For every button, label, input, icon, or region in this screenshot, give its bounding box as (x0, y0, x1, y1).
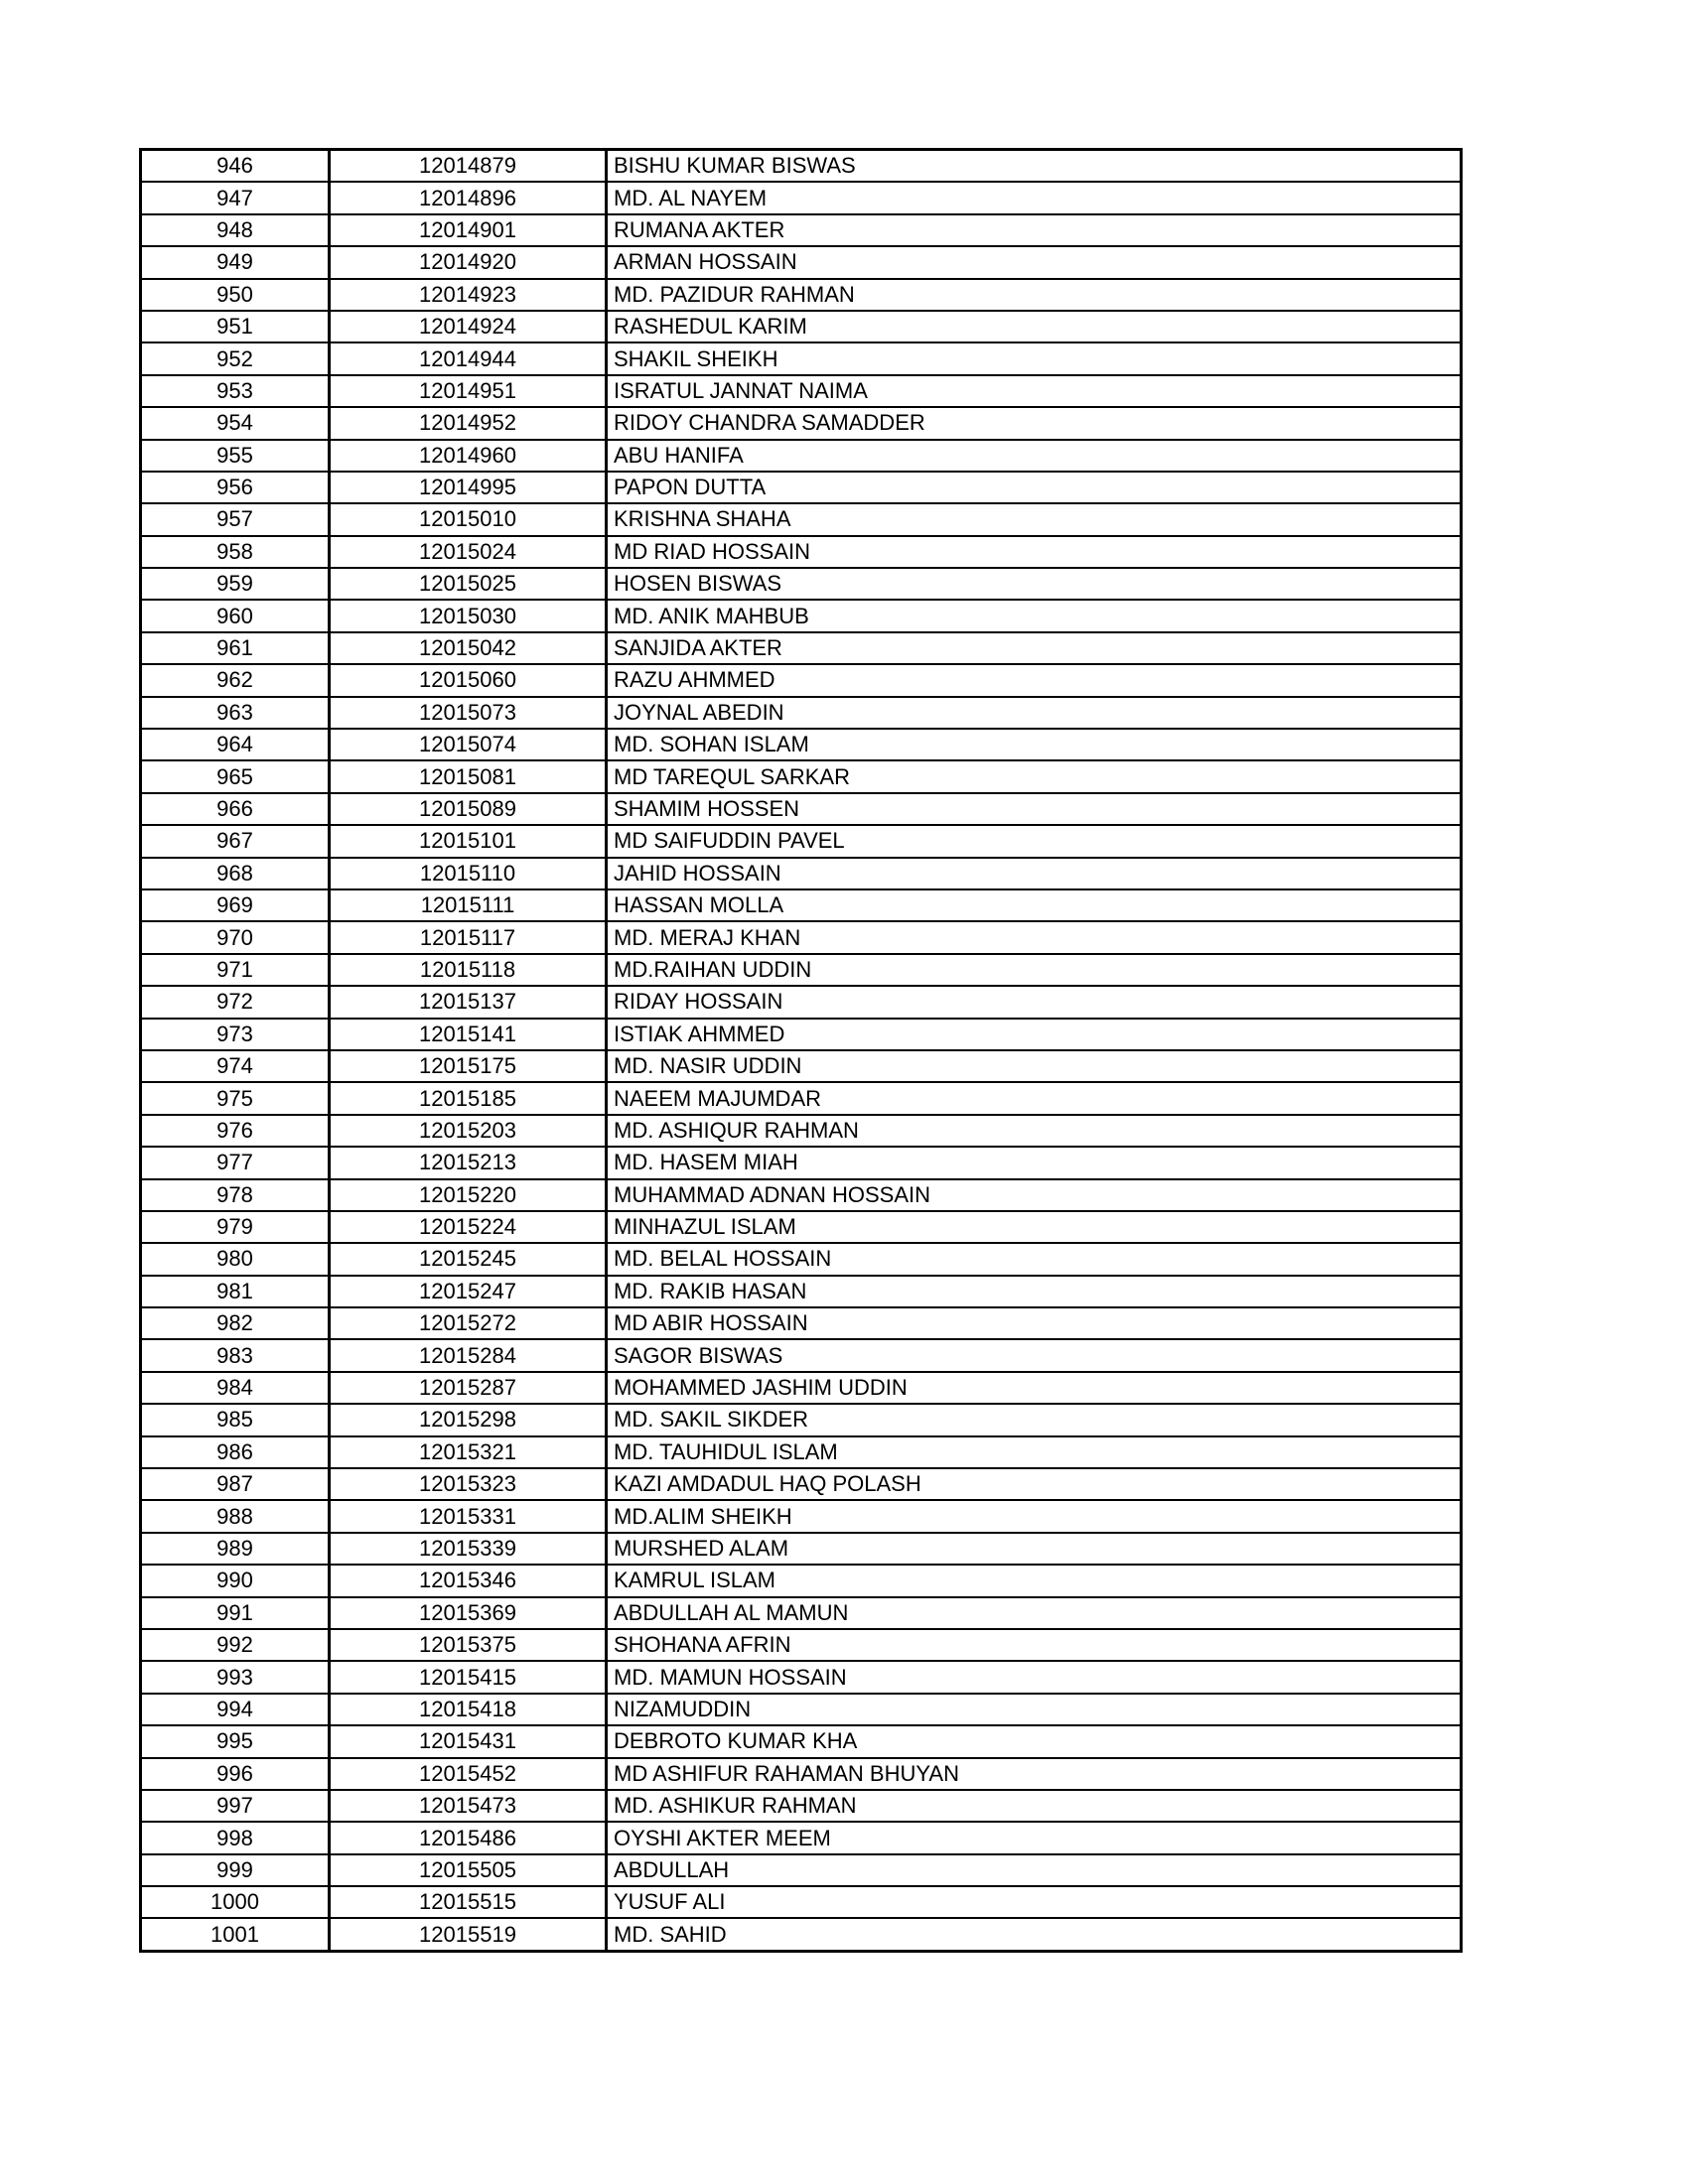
name-cell: SANJIDA AKTER (607, 632, 1462, 664)
roll-number-cell: 12014951 (330, 375, 607, 407)
table-row (141, 760, 1462, 792)
table-row (141, 697, 1462, 729)
roll-number-cell: 12014920 (330, 246, 607, 278)
roll-number-cell: 12015117 (330, 921, 607, 953)
table-body (141, 150, 1462, 1952)
table-row (141, 440, 1462, 472)
serial-cell: 964 (141, 729, 330, 760)
roll-number-cell: 12015213 (330, 1147, 607, 1178)
name-cell: MD RIAD HOSSAIN (607, 536, 1462, 568)
table-row (141, 1629, 1462, 1661)
name-cell: RUMANA AKTER (607, 214, 1462, 246)
roll-number-cell: 12014952 (330, 407, 607, 439)
table-row (141, 1147, 1462, 1178)
roll-number-cell: 12015060 (330, 664, 607, 696)
table-row (141, 1725, 1462, 1757)
serial-cell: 991 (141, 1597, 330, 1629)
serial-cell: 951 (141, 311, 330, 342)
name-cell: HASSAN MOLLA (607, 889, 1462, 921)
table-row (141, 311, 1462, 342)
name-cell: MD. PAZIDUR RAHMAN (607, 279, 1462, 311)
table-row (141, 1082, 1462, 1114)
table-row (141, 1276, 1462, 1307)
serial-cell: 955 (141, 440, 330, 472)
name-cell: ISTIAK AHMMED (607, 1019, 1462, 1050)
name-cell: MD. MAMUN HOSSAIN (607, 1661, 1462, 1693)
serial-cell: 975 (141, 1082, 330, 1114)
name-cell: MD. TAUHIDUL ISLAM (607, 1436, 1462, 1468)
name-cell: ABDULLAH AL MAMUN (607, 1597, 1462, 1629)
roll-number-cell: 12015473 (330, 1790, 607, 1822)
serial-cell: 967 (141, 825, 330, 857)
name-cell: RIDAY HOSSAIN (607, 986, 1462, 1018)
name-cell: SHAKIL SHEIKH (607, 342, 1462, 374)
table-row (141, 600, 1462, 631)
name-cell: MD. ASHIQUR RAHMAN (607, 1115, 1462, 1147)
roll-number-cell: 12015247 (330, 1276, 607, 1307)
serial-cell: 981 (141, 1276, 330, 1307)
table-row (141, 342, 1462, 374)
roll-number-cell: 12015287 (330, 1372, 607, 1404)
table-row (141, 182, 1462, 213)
serial-cell: 980 (141, 1243, 330, 1275)
table-row (141, 214, 1462, 246)
roll-number-cell: 12015074 (330, 729, 607, 760)
roll-number-cell: 12014901 (330, 214, 607, 246)
roll-number-cell: 12015505 (330, 1854, 607, 1886)
roll-number-cell: 12015321 (330, 1436, 607, 1468)
name-cell: MURSHED ALAM (607, 1533, 1462, 1565)
roll-number-cell: 12015042 (330, 632, 607, 664)
serial-cell: 957 (141, 503, 330, 535)
roll-number-cell: 12015298 (330, 1404, 607, 1435)
serial-cell: 970 (141, 921, 330, 953)
name-cell: BISHU KUMAR BISWAS (607, 150, 1462, 183)
table-row (141, 729, 1462, 760)
roll-number-cell: 12015515 (330, 1886, 607, 1918)
name-cell: MD. ANIK MAHBUB (607, 600, 1462, 631)
name-cell: HOSEN BISWAS (607, 568, 1462, 600)
roll-number-cell: 12015245 (330, 1243, 607, 1275)
table-row (141, 825, 1462, 857)
serial-cell: 986 (141, 1436, 330, 1468)
table-row (141, 889, 1462, 921)
table-row (141, 472, 1462, 503)
serial-cell: 978 (141, 1179, 330, 1211)
table-row (141, 407, 1462, 439)
roll-number-cell: 12015010 (330, 503, 607, 535)
roll-number-cell: 12014923 (330, 279, 607, 311)
serial-cell: 956 (141, 472, 330, 503)
serial-cell: 983 (141, 1339, 330, 1371)
name-cell: MD. SOHAN ISLAM (607, 729, 1462, 760)
roll-number-cell: 12015025 (330, 568, 607, 600)
name-cell: MD. AL NAYEM (607, 182, 1462, 213)
roll-number-cell: 12015369 (330, 1597, 607, 1629)
table-row (141, 793, 1462, 825)
table-row (141, 1211, 1462, 1243)
table-row (141, 246, 1462, 278)
serial-cell: 1000 (141, 1886, 330, 1918)
serial-cell: 954 (141, 407, 330, 439)
table-row (141, 1372, 1462, 1404)
name-cell: ABU HANIFA (607, 440, 1462, 472)
roll-number-cell: 12015030 (330, 600, 607, 631)
table-row (141, 921, 1462, 953)
serial-cell: 1001 (141, 1918, 330, 1951)
table-row (141, 150, 1462, 183)
serial-cell: 974 (141, 1050, 330, 1082)
name-cell: MOHAMMED JASHIM UDDIN (607, 1372, 1462, 1404)
table-row (141, 1565, 1462, 1596)
serial-cell: 979 (141, 1211, 330, 1243)
table-row (141, 1886, 1462, 1918)
name-cell: KAZI AMDADUL HAQ POLASH (607, 1468, 1462, 1500)
name-cell: PAPON DUTTA (607, 472, 1462, 503)
roll-number-cell: 12015073 (330, 697, 607, 729)
serial-cell: 990 (141, 1565, 330, 1596)
serial-cell: 968 (141, 858, 330, 889)
roll-number-cell: 12015418 (330, 1694, 607, 1725)
name-cell: KAMRUL ISLAM (607, 1565, 1462, 1596)
serial-cell: 949 (141, 246, 330, 278)
table-row (141, 1790, 1462, 1822)
table-row (141, 279, 1462, 311)
roll-number-cell: 12015346 (330, 1565, 607, 1596)
table-row (141, 1050, 1462, 1082)
table-row (141, 664, 1462, 696)
name-cell: ARMAN HOSSAIN (607, 246, 1462, 278)
serial-cell: 959 (141, 568, 330, 600)
table-row (141, 1533, 1462, 1565)
roll-number-cell: 12015415 (330, 1661, 607, 1693)
serial-cell: 996 (141, 1758, 330, 1790)
serial-cell: 958 (141, 536, 330, 568)
roll-number-cell: 12015519 (330, 1918, 607, 1951)
serial-cell: 969 (141, 889, 330, 921)
roll-number-cell: 12015118 (330, 954, 607, 986)
name-cell: SAGOR BISWAS (607, 1339, 1462, 1371)
roll-number-cell: 12014960 (330, 440, 607, 472)
roll-number-cell: 12015110 (330, 858, 607, 889)
roll-number-cell: 12015375 (330, 1629, 607, 1661)
table-row (141, 1404, 1462, 1435)
serial-cell: 993 (141, 1661, 330, 1693)
table-row (141, 858, 1462, 889)
table-row (141, 632, 1462, 664)
name-cell: MD. ASHIKUR RAHMAN (607, 1790, 1462, 1822)
roll-number-cell: 12015284 (330, 1339, 607, 1371)
table-row (141, 1822, 1462, 1853)
name-cell: MD. MERAJ KHAN (607, 921, 1462, 953)
serial-cell: 961 (141, 632, 330, 664)
table-row (141, 1661, 1462, 1693)
serial-cell: 982 (141, 1307, 330, 1339)
serial-cell: 992 (141, 1629, 330, 1661)
serial-cell: 972 (141, 986, 330, 1018)
serial-cell: 988 (141, 1500, 330, 1532)
roll-number-cell: 12015331 (330, 1500, 607, 1532)
table-row (141, 1243, 1462, 1275)
serial-cell: 950 (141, 279, 330, 311)
table-row (141, 1694, 1462, 1725)
table-row (141, 1854, 1462, 1886)
serial-cell: 947 (141, 182, 330, 213)
name-cell: MD ASHIFUR RAHAMAN BHUYAN (607, 1758, 1462, 1790)
serial-cell: 994 (141, 1694, 330, 1725)
roll-number-cell: 12015203 (330, 1115, 607, 1147)
name-cell: MD. SAHID (607, 1918, 1462, 1951)
roll-number-cell: 12015272 (330, 1307, 607, 1339)
serial-cell: 962 (141, 664, 330, 696)
table-row (141, 1019, 1462, 1050)
name-cell: MD.RAIHAN UDDIN (607, 954, 1462, 986)
serial-cell: 952 (141, 342, 330, 374)
roll-number-cell: 12015141 (330, 1019, 607, 1050)
table-row (141, 1597, 1462, 1629)
name-cell: DEBROTO KUMAR KHA (607, 1725, 1462, 1757)
name-cell: ISRATUL JANNAT NAIMA (607, 375, 1462, 407)
table-row (141, 1758, 1462, 1790)
roll-number-cell: 12014995 (330, 472, 607, 503)
serial-cell: 971 (141, 954, 330, 986)
serial-cell: 977 (141, 1147, 330, 1178)
name-cell: MD ABIR HOSSAIN (607, 1307, 1462, 1339)
name-cell: MD. RAKIB HASAN (607, 1276, 1462, 1307)
serial-cell: 989 (141, 1533, 330, 1565)
name-cell: YUSUF ALI (607, 1886, 1462, 1918)
roll-number-cell: 12015175 (330, 1050, 607, 1082)
table-row (141, 1339, 1462, 1371)
serial-cell: 966 (141, 793, 330, 825)
serial-cell: 999 (141, 1854, 330, 1886)
serial-cell: 984 (141, 1372, 330, 1404)
name-cell: MD. SAKIL SIKDER (607, 1404, 1462, 1435)
results-table (139, 148, 1463, 1953)
roll-number-cell: 12015137 (330, 986, 607, 1018)
name-cell: MINHAZUL ISLAM (607, 1211, 1462, 1243)
roll-number-cell: 12014924 (330, 311, 607, 342)
serial-cell: 965 (141, 760, 330, 792)
roll-number-cell: 12015431 (330, 1725, 607, 1757)
name-cell: RASHEDUL KARIM (607, 311, 1462, 342)
roll-number-cell: 12014879 (330, 150, 607, 183)
name-cell: SHOHANA AFRIN (607, 1629, 1462, 1661)
serial-cell: 987 (141, 1468, 330, 1500)
serial-cell: 976 (141, 1115, 330, 1147)
name-cell: MD.ALIM SHEIKH (607, 1500, 1462, 1532)
roll-number-cell: 12015220 (330, 1179, 607, 1211)
serial-cell: 985 (141, 1404, 330, 1435)
serial-cell: 963 (141, 697, 330, 729)
table-row (141, 1500, 1462, 1532)
table-row (141, 568, 1462, 600)
serial-cell: 995 (141, 1725, 330, 1757)
roll-number-cell: 12015089 (330, 793, 607, 825)
table-row (141, 503, 1462, 535)
name-cell: MUHAMMAD ADNAN HOSSAIN (607, 1179, 1462, 1211)
roll-number-cell: 12015081 (330, 760, 607, 792)
serial-cell: 953 (141, 375, 330, 407)
roll-number-cell: 12015024 (330, 536, 607, 568)
roll-number-cell: 12014944 (330, 342, 607, 374)
table-row (141, 375, 1462, 407)
table-row (141, 536, 1462, 568)
name-cell: NIZAMUDDIN (607, 1694, 1462, 1725)
name-cell: KRISHNA SHAHA (607, 503, 1462, 535)
name-cell: ABDULLAH (607, 1854, 1462, 1886)
roll-number-cell: 12014896 (330, 182, 607, 213)
serial-cell: 998 (141, 1822, 330, 1853)
table-row (141, 1179, 1462, 1211)
table-row (141, 986, 1462, 1018)
name-cell: MD. HASEM MIAH (607, 1147, 1462, 1178)
name-cell: JAHID HOSSAIN (607, 858, 1462, 889)
name-cell: JOYNAL ABEDIN (607, 697, 1462, 729)
table-row (141, 954, 1462, 986)
serial-cell: 946 (141, 150, 330, 183)
table-row (141, 1115, 1462, 1147)
table-row (141, 1307, 1462, 1339)
name-cell: NAEEM MAJUMDAR (607, 1082, 1462, 1114)
table-row (141, 1436, 1462, 1468)
serial-cell: 997 (141, 1790, 330, 1822)
roll-number-cell: 12015101 (330, 825, 607, 857)
serial-cell: 973 (141, 1019, 330, 1050)
roll-number-cell: 12015111 (330, 889, 607, 921)
roll-number-cell: 12015486 (330, 1822, 607, 1853)
name-cell: RAZU AHMMED (607, 664, 1462, 696)
name-cell: MD SAIFUDDIN PAVEL (607, 825, 1462, 857)
name-cell: RIDOY CHANDRA SAMADDER (607, 407, 1462, 439)
serial-cell: 948 (141, 214, 330, 246)
name-cell: OYSHI AKTER MEEM (607, 1822, 1462, 1853)
roll-number-cell: 12015339 (330, 1533, 607, 1565)
table-row (141, 1468, 1462, 1500)
name-cell: SHAMIM HOSSEN (607, 793, 1462, 825)
name-cell: MD TAREQUL SARKAR (607, 760, 1462, 792)
roll-number-cell: 12015185 (330, 1082, 607, 1114)
roll-number-cell: 12015224 (330, 1211, 607, 1243)
roll-number-cell: 12015452 (330, 1758, 607, 1790)
name-cell: MD. NASIR UDDIN (607, 1050, 1462, 1082)
serial-cell: 960 (141, 600, 330, 631)
table-row (141, 1918, 1462, 1951)
name-cell: MD. BELAL HOSSAIN (607, 1243, 1462, 1275)
roll-number-cell: 12015323 (330, 1468, 607, 1500)
